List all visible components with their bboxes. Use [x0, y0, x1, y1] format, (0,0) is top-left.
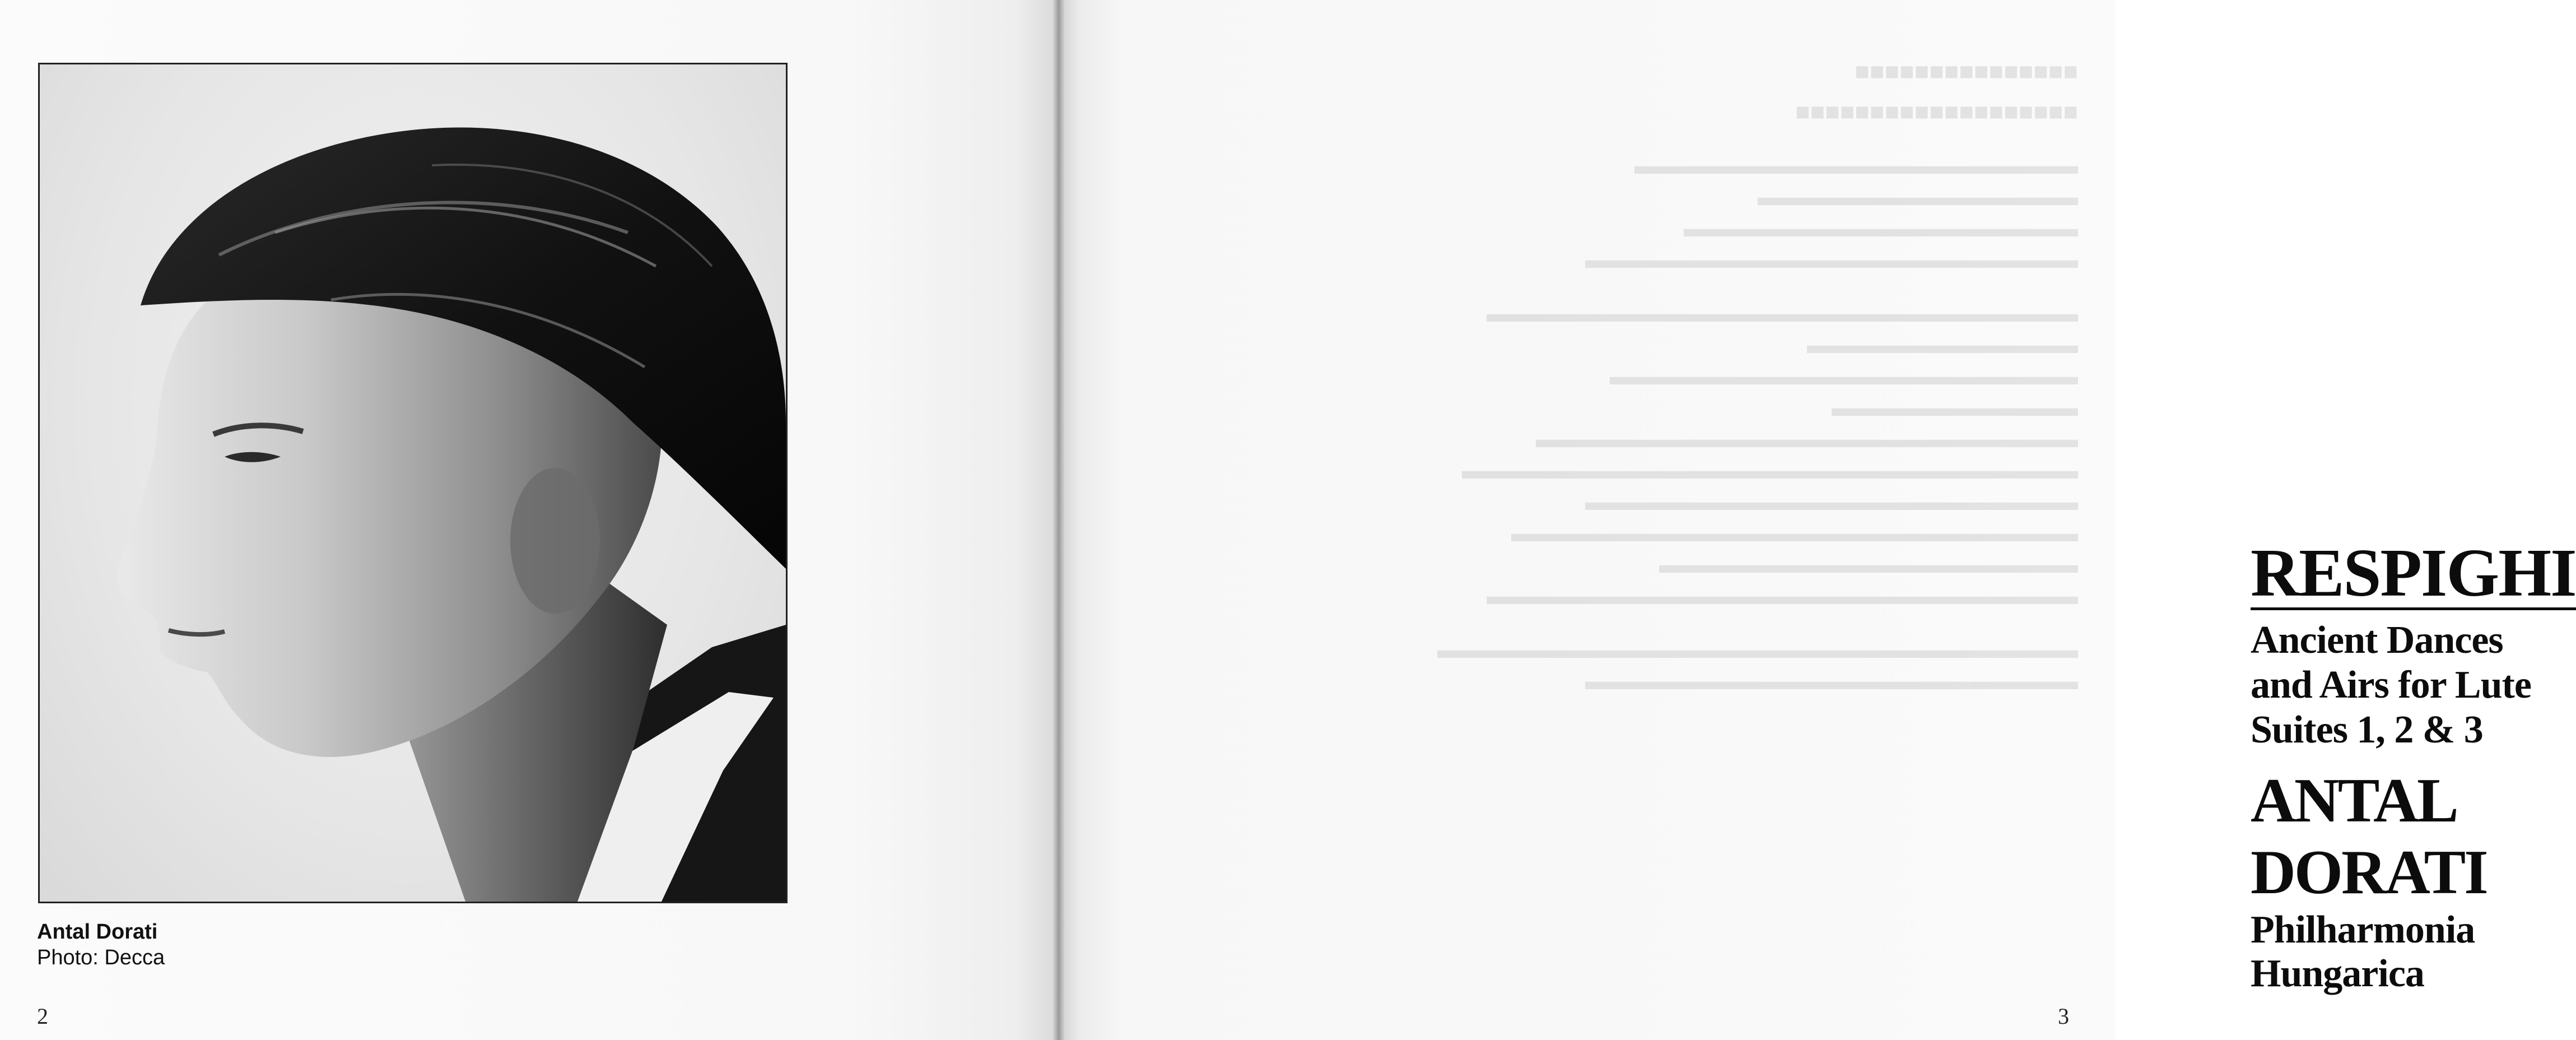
left-page: [0, 0, 1059, 1040]
caption-name: Antal Dorati: [37, 920, 158, 944]
work-title-line-3: Suites 1, 2 & 3: [2251, 708, 2483, 751]
book-gutter: [1052, 0, 1065, 1040]
portrait-photo-icon: [38, 63, 788, 903]
work-title-line-2: and Airs for Lute: [2251, 663, 2531, 707]
composer-name: RESPIGHI: [2251, 535, 2576, 611]
work-title-line-1: Ancient Dances: [2251, 619, 2503, 662]
caption-credit: Photo: Decca: [37, 946, 165, 969]
right-page: [1059, 0, 2576, 1040]
page-number-right: 3: [2058, 1004, 2069, 1029]
conductor-name: ANTAL DORATI: [2251, 766, 2487, 907]
orchestra-name: Philharmonia Hungarica: [2251, 908, 2475, 995]
title-block: [2251, 535, 2576, 996]
page-number-left: 2: [37, 1004, 48, 1029]
photo-caption: [37, 919, 165, 971]
show-through-texture: ■■■■■■■■■■■■■■■ ■■■■■■■■■■■■■■■■■■■ ▬▬▬▬▬▬▬▬▬▬▬▬▬▬▬▬▬▬ ▬▬▬▬▬▬▬▬▬▬▬▬▬ ▬▬▬▬▬▬▬▬▬▬▬▬▬▬▬▬ ▬▬▬▬▬▬▬▬▬▬▬▬▬▬▬▬▬▬▬▬ ▬▬▬▬▬▬▬▬▬▬▬▬▬▬▬▬▬▬▬▬▬▬▬▬ ▬▬▬▬▬▬▬▬▬▬▬ ▬▬▬▬▬▬▬▬▬▬▬▬▬▬▬▬▬▬▬ ▬▬▬▬▬▬▬▬▬▬ ▬▬▬▬▬▬▬▬▬▬▬▬▬▬▬▬▬▬▬▬▬▬ ▬▬▬▬▬▬▬▬▬▬▬▬▬▬▬▬▬▬▬▬▬▬▬▬▬ ▬▬▬▬▬▬▬▬▬▬▬▬▬▬▬▬▬▬▬▬ ▬▬▬▬▬▬▬▬▬▬▬▬▬▬▬▬▬▬▬▬▬▬▬ ▬▬▬▬▬▬▬▬▬▬▬▬▬▬▬▬▬ ▬▬▬▬▬▬▬▬▬▬▬▬▬▬▬▬▬▬▬▬▬▬▬▬ ▬▬▬▬▬▬▬▬▬▬▬▬▬▬▬▬▬▬▬▬▬▬▬▬▬▬ ▬▬▬▬▬▬▬▬▬▬▬▬▬▬▬▬▬▬▬▬: [1437, 58, 2078, 695]
